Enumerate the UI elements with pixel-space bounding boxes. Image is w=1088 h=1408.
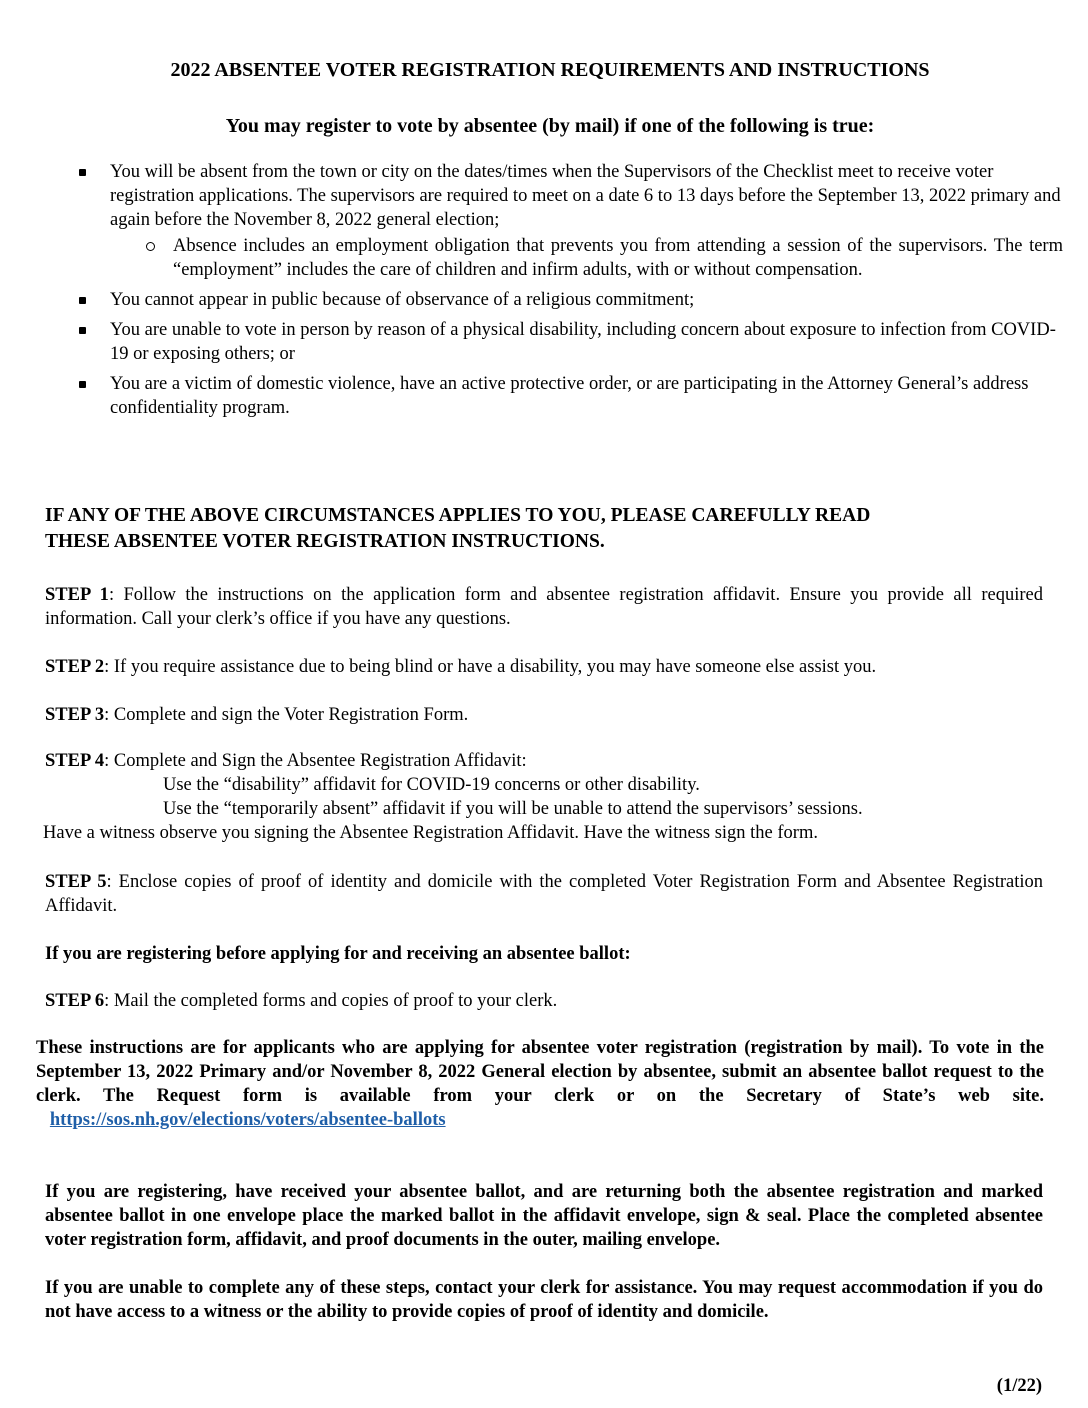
heading-line: IF ANY OF THE ABOVE CIRCUMSTANCES APPLIES TO YOU, PLEASE CAREFULLY READ — [45, 505, 871, 526]
notice-text: These instructions are for applicants who are applying for absentee voter registration (registration by mail). To vote in the September 13, 2022 Primary and/or November 8, 2022 General election by absentee, submit an absentee ballot request to the clerk. The Request form is available from your clerk or on the Secretary of State’s web site. — [36, 1038, 1044, 1106]
bullet-icon — [79, 169, 86, 176]
step-2 — [45, 655, 1043, 679]
bullet-text: You are a victim of domestic violence, have an active protective order, or are participating in the Attorney General’s address confidentiality program. — [110, 374, 1029, 418]
circle-bullet-icon — [146, 242, 155, 251]
step-1 — [45, 583, 1043, 631]
step-label: STEP 1 — [45, 585, 109, 605]
bullet-text: You will be absent from the town or city on the dates/times when the Supervisors of the Checklist meet to receive voter registration applications. The supervisors are required to meet on a date 6 to 13 days before the September 13, 2022 primary and again before the November 8, 2022 general election; — [110, 162, 1061, 230]
step-label: STEP 3 — [45, 705, 105, 725]
bullet-icon — [79, 381, 86, 388]
before-ballot-heading: If you are registering before applying for and receiving an absentee ballot: — [45, 944, 631, 964]
list-item — [78, 288, 1063, 312]
step-4-witness-line: Have a witness observe you signing the Absentee Registration Affidavit. Have the witness sign the form. — [43, 823, 818, 843]
bullet-icon — [79, 327, 86, 334]
bullet-text: You are unable to vote in person by reason of a physical disability, including concern about exposure to infection from COVID-19 or exposing others; or — [110, 320, 1056, 364]
eligibility-list — [78, 160, 1063, 426]
returning-ballot-paragraph: If you are registering, have received your absentee ballot, and are returning both the absentee registration and marked absentee ballot in one envelope place the marked ballot in the affidavit envelope, sign & seal. Place the completed absentee voter registration form, affidavit, and proof documents in the outer, mailing envelope. — [45, 1182, 1043, 1250]
eligibility-subtitle: You may register to vote by absentee (by mail) if one of the following is true: — [225, 115, 875, 137]
step-6 — [45, 989, 1043, 1013]
step-label: STEP 2 — [45, 657, 105, 677]
step-4-line — [45, 749, 1043, 773]
step-label: STEP 4 — [45, 751, 105, 771]
sub-bullet-text: Absence includes an employment obligation that prevents you from attending a session of the supervisors. The term “employment” includes the care of children and infirm adults, with or without compensation. — [173, 236, 1063, 280]
step-text: : Follow the instructions on the application form and absentee registration affidavit. Ensure you provide all required information. Call your clerk’s office if you have any questions. — [45, 585, 1043, 629]
page-number: (1/22) — [996, 1376, 1042, 1396]
step-label: STEP 5 — [45, 872, 107, 892]
step-5 — [45, 870, 1043, 918]
document-title: 2022 ABSENTEE VOTER REGISTRATION REQUIREMENTS AND INSTRUCTIONS — [170, 59, 930, 81]
step-text: : Complete and Sign the Absentee Registration Affidavit: — [104, 751, 527, 771]
instructions-heading — [45, 503, 1035, 555]
sub-list — [110, 234, 1063, 282]
bullet-text: You cannot appear in public because of observance of a religious commitment; — [110, 290, 695, 310]
step-text: : Complete and sign the Voter Registration Form. — [104, 705, 469, 725]
step-text: : If you require assistance due to being blind or have a disability, you may have someone else assist you. — [104, 657, 877, 677]
step-4-absent-line: Use the “temporarily absent” affidavit if you will be unable to attend the supervisors’ sessions. — [163, 799, 863, 819]
step-4 — [45, 749, 1043, 845]
step-label: STEP 6 — [45, 991, 105, 1011]
absentee-ballots-link[interactable]: https://sos.nh.gov/elections/voters/absentee-ballots — [49, 1110, 446, 1130]
sub-list-item — [110, 234, 1063, 282]
heading-line: THESE ABSENTEE VOTER REGISTRATION INSTRUCTIONS. — [45, 531, 605, 552]
absentee-ballot-notice — [36, 1036, 1044, 1132]
bullet-icon — [79, 297, 86, 304]
step-text: : Mail the completed forms and copies of proof to your clerk. — [104, 991, 558, 1011]
assistance-paragraph: If you are unable to complete any of these steps, contact your clerk for assistance. You may request accommodation if you do not have access to a witness or the ability to provide copies of proof of identity and domicile. — [45, 1278, 1043, 1322]
step-4-disability-line: Use the “disability” affidavit for COVID-19 concerns or other disability. — [163, 775, 700, 795]
list-item — [78, 372, 1063, 420]
step-3 — [45, 703, 1043, 727]
list-item — [78, 318, 1063, 366]
list-item — [78, 160, 1063, 282]
step-text: : Enclose copies of proof of identity and domicile with the completed Voter Registration Form and Absentee Registration Affidavit. — [45, 872, 1043, 916]
